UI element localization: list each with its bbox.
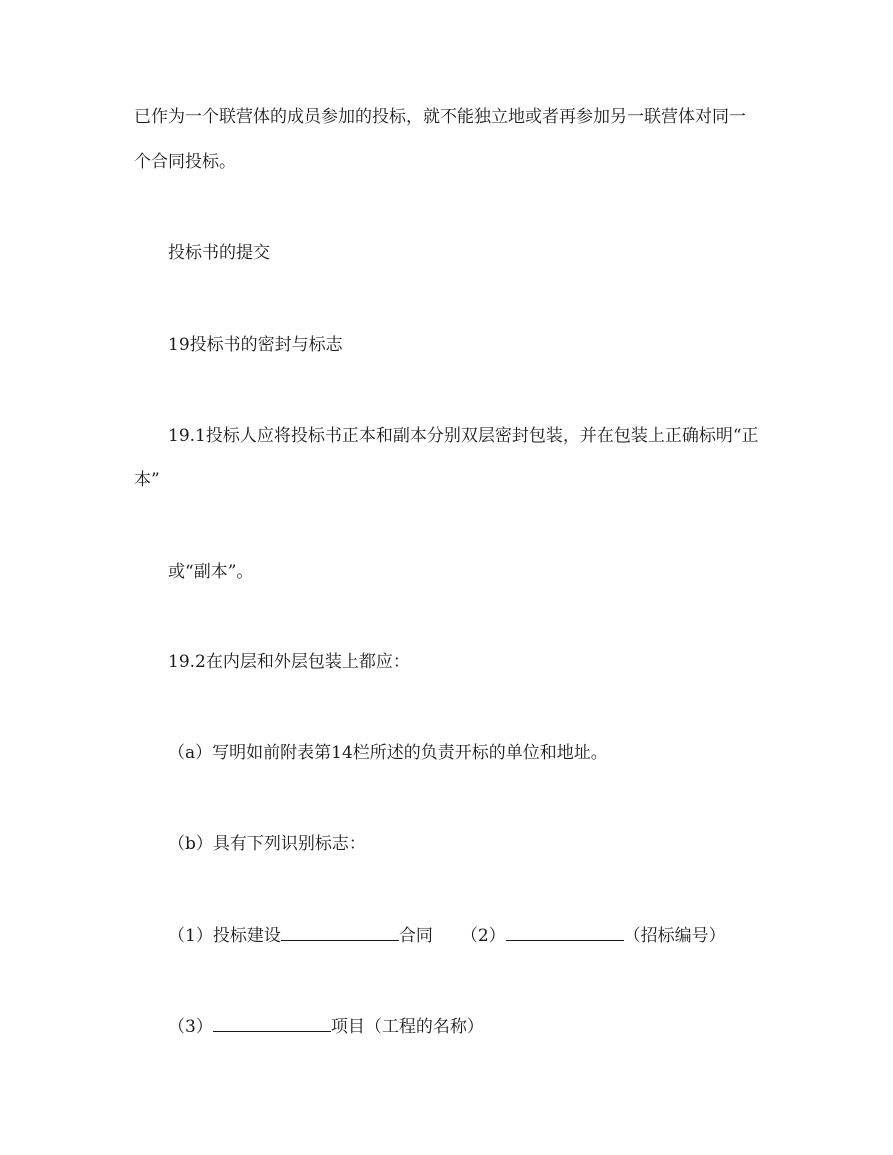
- mark-2-blank: [506, 925, 624, 941]
- clause-19-title: 19投标书的密封与标志: [168, 335, 343, 355]
- mark-3-blank: [213, 1016, 331, 1032]
- clause-19-2: 19.2在内层和外层包装上都应：: [168, 652, 410, 672]
- mark-2-suffix: （招标编号）: [623, 926, 726, 946]
- clause-19-1-line-1: 19.1投标人应将投标书正本和副本分别双层密封包装，并在包装上正确标明“正: [168, 426, 759, 446]
- section-heading: 投标书的提交: [168, 243, 270, 263]
- item-b: （b）具有下列识别标志：: [168, 834, 366, 854]
- mark-1-blank: [281, 925, 399, 941]
- clause-19-1-line-2: 本”: [134, 470, 160, 490]
- mark-1-suffix: 合同: [398, 926, 433, 946]
- mark-1-prefix: （1）投标建设: [168, 926, 281, 946]
- continuation-line-2: 个合同投标。: [134, 152, 236, 172]
- mark-3-prefix: （3）: [168, 1017, 213, 1037]
- mark-2-prefix: （2）: [460, 926, 506, 946]
- clause-19-1-line-3: 或“副本”。: [168, 562, 254, 582]
- identification-marks-row-1: [168, 925, 726, 946]
- item-a: （a）写明如前附表第14栏所述的负责开标的单位和地址。: [168, 743, 608, 763]
- continuation-line-1: 已作为一个联营体的成员参加的投标，就不能独立地或者再参加另一联营体对同一: [134, 107, 746, 127]
- mark-3-suffix: 项目（工程的名称）: [330, 1017, 484, 1037]
- identification-marks-row-2: [168, 1016, 484, 1037]
